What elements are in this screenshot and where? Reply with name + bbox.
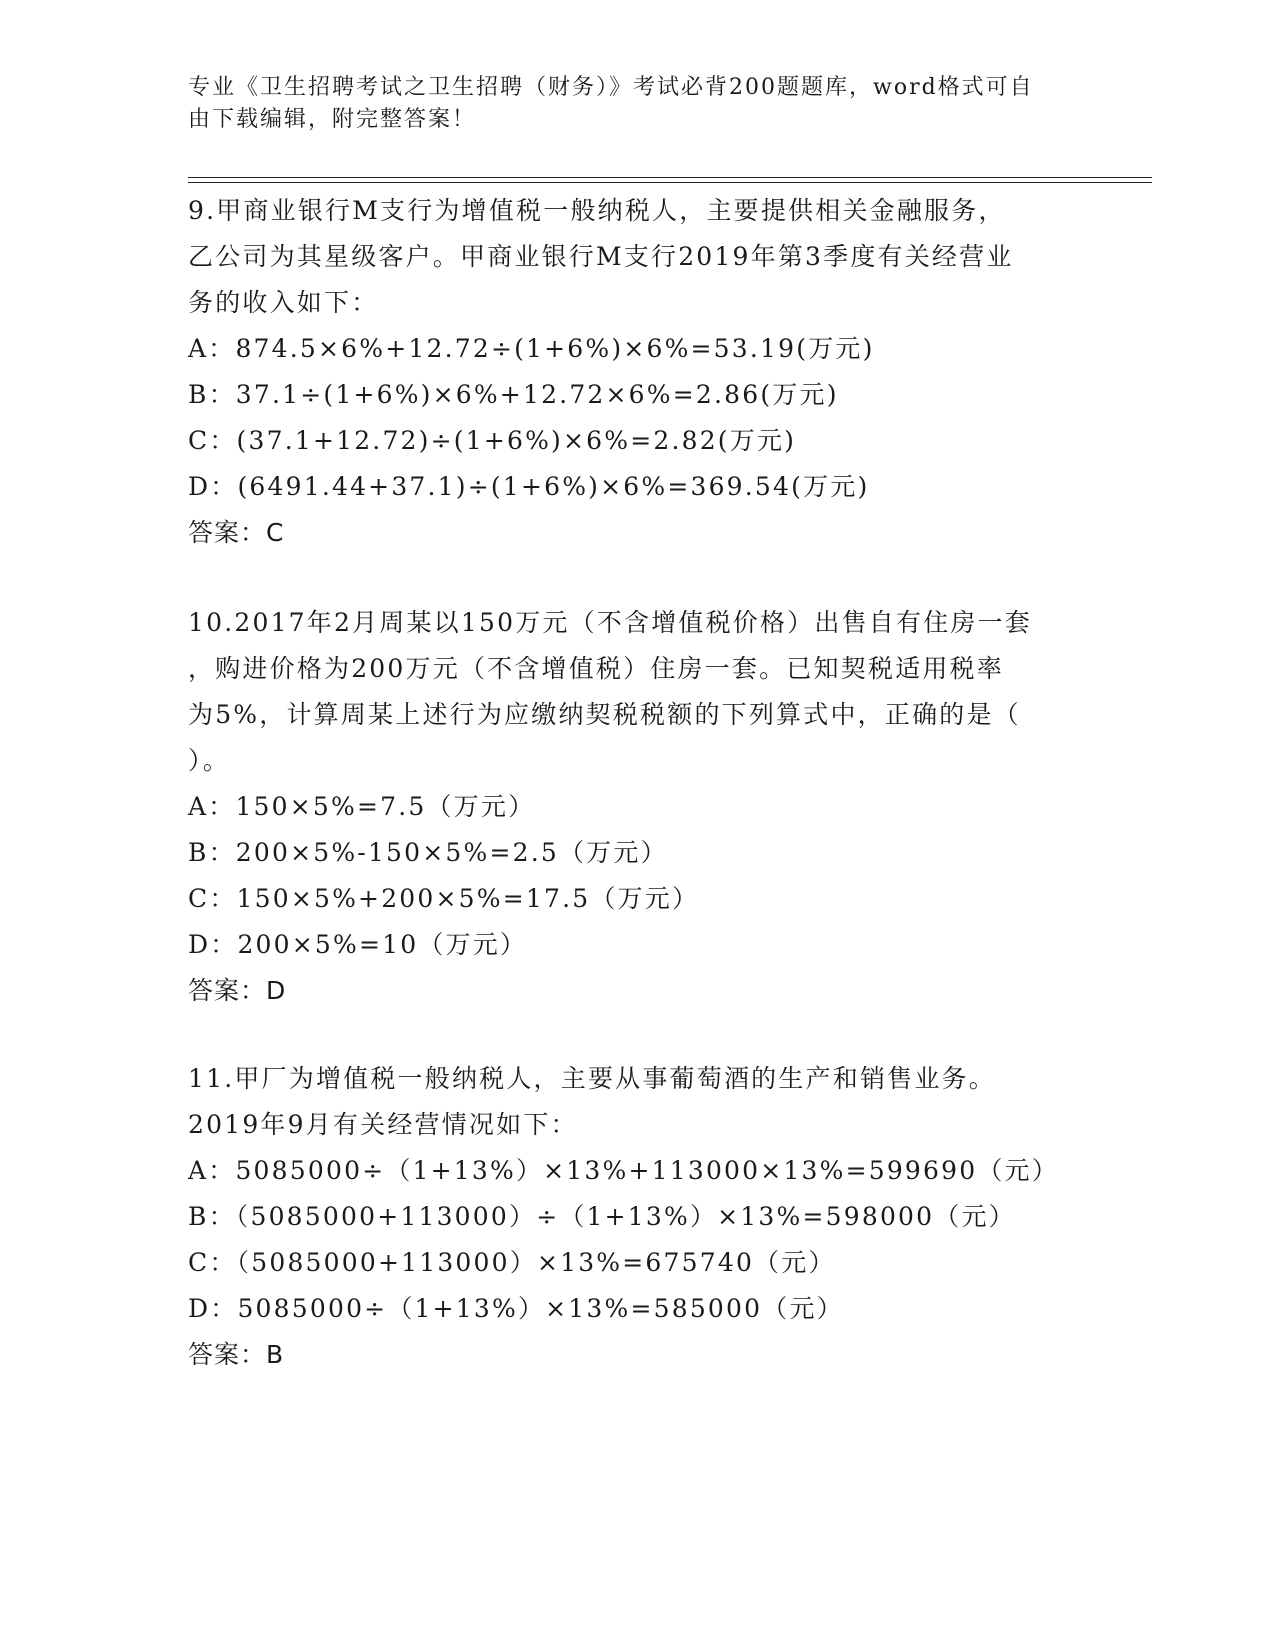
answer: 答案：D — [188, 976, 287, 1005]
question-11 — [188, 1056, 1088, 1378]
answer: 答案：B — [188, 1340, 285, 1369]
question-stem-line: 10.2017年2月周某以150万元（不含增值税价格）出售自有住房一套 — [188, 608, 1033, 637]
question-stem-line: 为5%，计算周某上述行为应缴纳契税税额的下列算式中，正确的是（ — [188, 700, 1021, 729]
option-c: C：150×5%+200×5%=17.5（万元） — [188, 884, 700, 913]
option-b: B：37.1÷(1+6%)×6%+12.72×6%=2.86(万元) — [188, 380, 839, 409]
option-d: D：200×5%=10（万元） — [188, 930, 528, 959]
header-rule-top — [188, 177, 1152, 178]
question-stem-line: ）。 — [188, 746, 230, 775]
question-stem-line: ，购进价格为200万元（不含增值税）住房一套。已知契税适用税率 — [188, 654, 1004, 683]
option-d: D：5085000÷（1+13%）×13%=585000（元） — [188, 1294, 844, 1323]
option-b: B：（5085000+113000）÷（1+13%）×13%=598000（元） — [188, 1202, 1016, 1231]
option-c: C：（5085000+113000）×13%=675740（元） — [188, 1248, 836, 1277]
question-stem-line: 11.甲厂为增值税一般纳税人，主要从事葡萄酒的生产和销售业务。 — [188, 1064, 996, 1093]
question-stem-line: 2019年9月有关经营情况如下： — [188, 1110, 578, 1139]
option-a: A：5085000÷（1+13%）×13%+113000×13%=599690（元） — [188, 1156, 1059, 1185]
option-c: C：(37.1+12.72)÷(1+6%)×6%=2.82(万元) — [188, 426, 797, 455]
header-line-2: 由下载编辑，附完整答案！ — [188, 107, 477, 132]
option-a: A：150×5%=7.5（万元） — [188, 792, 536, 821]
question-9 — [188, 188, 1088, 556]
option-a: A：874.5×6%+12.72÷(1+6%)×6%=53.19(万元) — [188, 334, 875, 363]
header-line-1: 专业《卫生招聘考试之卫生招聘（财务）》考试必背200题题库，word格式可自 — [188, 75, 1034, 100]
document-header — [188, 72, 1088, 136]
question-10 — [188, 600, 1088, 1014]
option-b: B：200×5%-150×5%=2.5（万元） — [188, 838, 668, 867]
question-stem-line: 务的收入如下： — [188, 288, 379, 317]
header-rule-bottom — [188, 182, 1152, 183]
question-stem-line: 9.甲商业银行M支行为增值税一般纳税人，主要提供相关金融服务， — [188, 196, 1006, 225]
option-d: D：(6491.44+37.1)÷(1+6%)×6%=369.54(万元) — [188, 472, 870, 501]
question-stem-line: 乙公司为其星级客户。甲商业银行M支行2019年第3季度有关经营业 — [188, 242, 1014, 271]
answer: 答案：C — [188, 518, 285, 547]
